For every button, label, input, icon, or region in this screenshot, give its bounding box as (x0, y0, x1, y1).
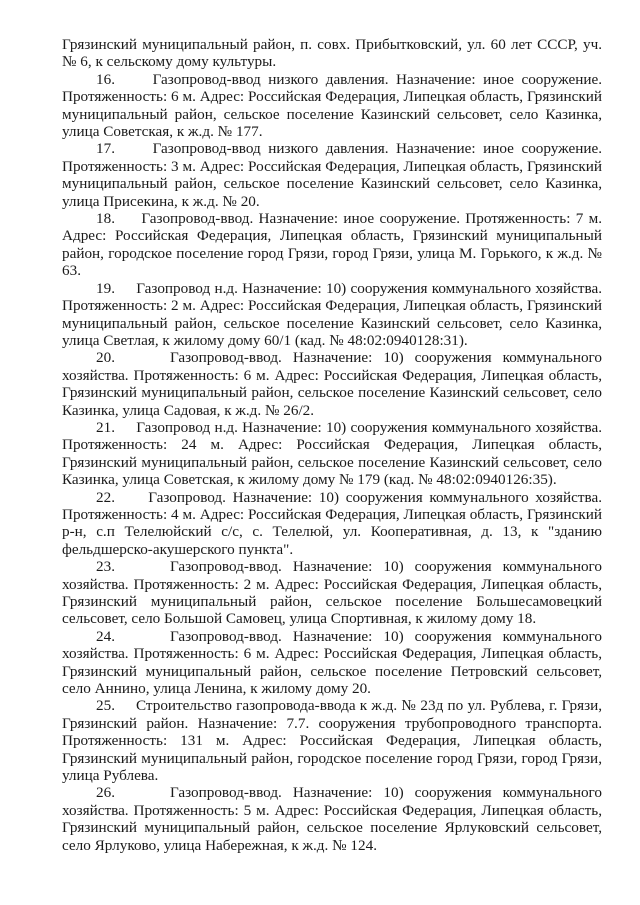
item-number: 20. (96, 349, 115, 367)
item-number: 16. (96, 70, 115, 88)
item-text: Газопровод н.д. Назначение: 10) сооружения коммунального хозяйства. Протяженность: 2 м. Адрес: Российская Федерация, Липецкая область, Грязинский муниципальный район, сельское поселение Казинский сельсовет, село Казинка, улица Светлая, к жилому дому 60/1 (кад. № 48:02:0940128:31). (62, 279, 602, 349)
item-number: 24. (96, 627, 115, 645)
list-item (62, 697, 602, 784)
item-number: 18. (96, 210, 115, 228)
list-item (62, 280, 602, 350)
list-item (62, 210, 602, 280)
list-item (62, 419, 602, 489)
item-number: 19. (96, 279, 115, 297)
item-text: Газопровод-ввод низкого давления. Назначение: иное сооружение. Протяженность: 3 м. Адрес: Российская Федерация, Липецкая область, Грязинский муниципальный район, сельское поселение Казинский сельсовет, село Казинка, улица Присекина, к ж.д. № 20. (62, 140, 602, 210)
item-number: 22. (96, 488, 115, 506)
list-item (62, 784, 602, 854)
list-item (62, 489, 602, 559)
list-item (62, 71, 602, 141)
item-text: Газопровод-ввод. Назначение: иное сооружение. Протяженность: 7 м. Адрес: Российская Федерация, Липецкая область, Грязинский муниципальный район, городское поселение город Грязи, город Грязи, улица М. Горького, к ж.д. № 63. (62, 210, 603, 280)
item-text: Газопровод-ввод. Назначение: 10) сооружения коммунального хозяйства. Протяженность: 6 м. Адрес: Российская Федерация, Липецкая область, Грязинский муниципальный район, сельское поселение Казинский сельсовет, село Казинка, улица Садовая, к ж.д. № 26/2. (62, 349, 603, 419)
item-text: Газопровод н.д. Назначение: 10) сооружения коммунального хозяйства. Протяженность: 24 м. Адрес: Российская Федерация, Липецкая область, Грязинский муниципальный район, сельское поселение Казинский сельсовет, село Казинка, улица Советская, к жилому дому № 179 (кад. № 48:02:0940126:35). (62, 418, 602, 489)
item-number: 23. (96, 558, 115, 576)
item-number: 21. (96, 418, 115, 436)
item-number: 26. (96, 784, 115, 802)
item-number: 17. (96, 140, 115, 158)
list-item (62, 628, 602, 698)
list-item (62, 140, 602, 210)
item-list (62, 71, 602, 854)
item-number: 25. (96, 697, 115, 715)
item-text: Газопровод-ввод низкого давления. Назначение: иное сооружение. Протяженность: 6 м. Адрес: Российская Федерация, Липецкая область, Грязинский муниципальный район, сельское поселение Казинский сельсовет, село Казинка, улица Советская, к ж.д. № 177. (62, 70, 602, 141)
list-item (62, 558, 602, 628)
document-page (62, 36, 602, 854)
item-text: Строительство газопровода-ввода к ж.д. № 23д по ул. Рублева, г. Грязи, Грязинский район. Назначение: 7.7. сооружения трубопроводного транспорта. Протяженность: 131 м. Адрес: Российская Федерация, Липецкая область, Грязинский муниципальный район, городское поселение город Грязи, город Грязи, улица Рублева. (62, 697, 602, 785)
intro-paragraph: Грязинский муниципальный район, п. совх. Прибытковский, ул. 60 лет СССР, уч. № 6, к сельскому дому культуры. (62, 36, 602, 71)
item-text: Газопровод. Назначение: 10) сооружения коммунального хозяйства. Протяженность: 4 м. Адрес: Российская Федерация, Липецкая область, Грязинский р-н, с.п Телелюйский с/с, с. Телелюй, ул. Кооперативная, д. 13, к "зданию фельдшерско-акушерского пункта". (62, 488, 602, 558)
item-text: Газопровод-ввод. Назначение: 10) сооружения коммунального хозяйства. Протяженность: 2 м. Адрес: Российская Федерация, Липецкая область, Грязинский муниципальный район, сельское поселение Большесамовецкий сельсовет, село Большой Самовец, улица Спортивная, к жилому дому 18. (62, 558, 603, 628)
list-item (62, 349, 602, 419)
item-text: Газопровод-ввод. Назначение: 10) сооружения коммунального хозяйства. Протяженность: 6 м. Адрес: Российская Федерация, Липецкая область, Грязинский муниципальный район, сельское поселение Петровский сельсовет, село Аннино, улица Ленина, к жилому дому 20. (62, 627, 603, 698)
item-text: Газопровод-ввод. Назначение: 10) сооружения коммунального хозяйства. Протяженность: 5 м. Адрес: Российская Федерация, Липецкая область, Грязинский муниципальный район, сельское поселение Ярлуковский сельсовет, село Ярлуково, улица Набережная, к ж.д. № 124. (62, 784, 603, 854)
